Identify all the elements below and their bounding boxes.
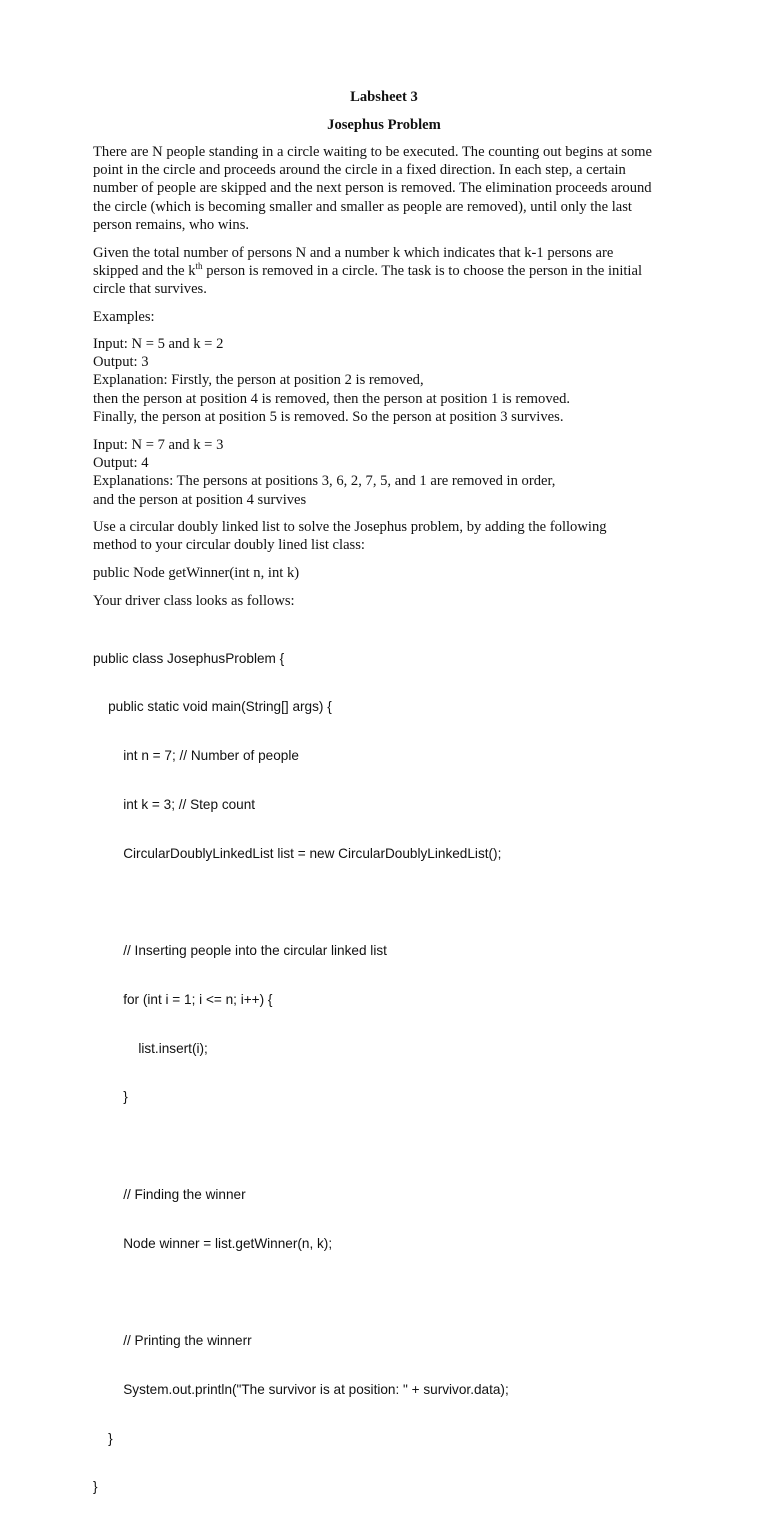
code-line: System.out.println("The survivor is at position: " + survivor.data); bbox=[93, 1381, 509, 1397]
task-line-post: person is removed in a circle. The task is to choose the person in the initial bbox=[202, 263, 643, 280]
example-line: Output: 3 bbox=[93, 354, 149, 371]
task-line: Given the total number of persons N and a number k which indicates that k-1 persons are bbox=[93, 245, 614, 261]
example-2 bbox=[93, 436, 675, 509]
instruction-line: method to your circular doubly lined list class: bbox=[93, 537, 365, 554]
code-line: } bbox=[93, 1089, 128, 1105]
intro-paragraph bbox=[93, 143, 675, 234]
task-line bbox=[93, 262, 675, 280]
example-line: Explanation: Firstly, the person at position 2 is removed, bbox=[93, 372, 424, 389]
code-line: // Finding the winner bbox=[93, 1186, 246, 1202]
example-line: then the person at position 4 is removed, then the person at position 1 is removed. bbox=[93, 390, 571, 407]
code-line: } bbox=[93, 1479, 98, 1495]
code-line: list.insert(i); bbox=[93, 1040, 208, 1056]
code-line: Node winner = list.getWinner(n, k); bbox=[93, 1235, 333, 1251]
examples-label: Examples: bbox=[93, 309, 155, 325]
example-line: Output: 4 bbox=[93, 455, 149, 472]
method-signature: public Node getWinner(int n, int k) bbox=[93, 565, 300, 581]
code-line: public class JosephusProblem { bbox=[93, 650, 285, 666]
code-line bbox=[93, 1138, 675, 1154]
example-line: Explanations: The persons at positions 3, 6, 2, 7, 5, and 1 are removed in order, bbox=[93, 473, 556, 490]
code-line: // Printing the winnerr bbox=[93, 1333, 252, 1348]
intro-line: point in the circle and proceeds around the circle in a fixed direction. In each step, a certain bbox=[93, 162, 626, 179]
intro-line: number of people are skipped and the next person is removed. The elimination proceeds around bbox=[93, 180, 652, 197]
code-line: public static void main(String[] args) { bbox=[93, 699, 332, 715]
example-1 bbox=[93, 335, 675, 426]
example-line: and the person at position 4 survives bbox=[93, 491, 307, 508]
task-paragraph bbox=[93, 244, 675, 299]
code-line bbox=[93, 894, 675, 910]
code-line: CircularDoublyLinkedList list = new CircularDoublyLinkedList(); bbox=[93, 845, 502, 861]
problem-title: Josephus Problem bbox=[327, 117, 441, 133]
instruction-paragraph bbox=[93, 518, 675, 554]
labsheet-title: Labsheet 3 bbox=[350, 89, 418, 105]
driver-intro: Your driver class looks as follows: bbox=[93, 593, 295, 609]
task-superscript: th bbox=[195, 261, 203, 272]
code-block bbox=[93, 618, 675, 1528]
task-line: circle that survives. bbox=[93, 281, 207, 298]
code-line: // Inserting people into the circular linked list bbox=[93, 943, 387, 958]
task-line-pre: skipped and the k bbox=[93, 263, 196, 280]
code-line: } bbox=[93, 1430, 113, 1446]
instruction-line: Use a circular doubly linked list to solve the Josephus problem, by adding the following bbox=[93, 519, 607, 535]
intro-line: the circle (which is becoming smaller and smaller as people are removed), until only the last bbox=[93, 198, 632, 215]
intro-line: person remains, who wins. bbox=[93, 216, 250, 233]
example-line: Finally, the person at position 5 is removed. So the person at position 3 survives. bbox=[93, 408, 564, 425]
code-line: int n = 7; // Number of people bbox=[93, 748, 299, 763]
intro-line: There are N people standing in a circle waiting to be executed. The counting out begins at some bbox=[93, 144, 652, 160]
code-line: for (int i = 1; i <= n; i++) { bbox=[93, 991, 273, 1007]
code-line bbox=[93, 1284, 675, 1300]
example-line: Input: N = 5 and k = 2 bbox=[93, 336, 224, 352]
code-line: int k = 3; // Step count bbox=[93, 796, 256, 812]
example-line: Input: N = 7 and k = 3 bbox=[93, 437, 224, 453]
